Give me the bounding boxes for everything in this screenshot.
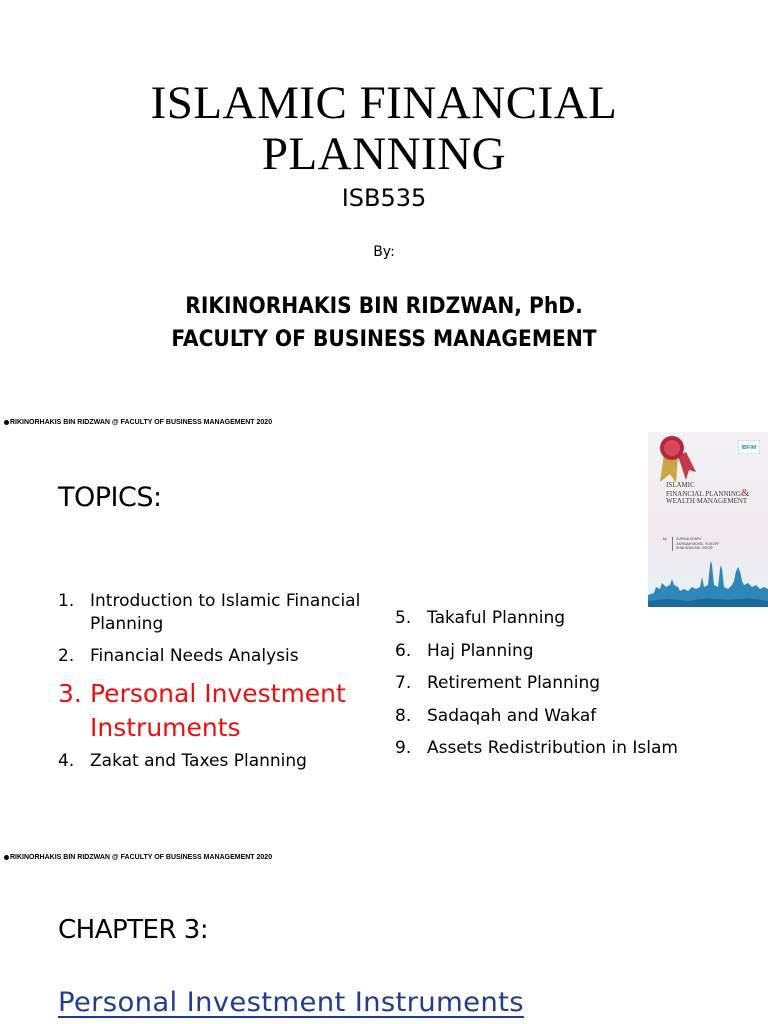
topic-text: Zakat and Taxes Planning — [90, 751, 307, 771]
topic-item — [395, 607, 755, 630]
book-title-line-2: FINANCIAL PLANNING& — [666, 486, 750, 499]
chapter-topic-link[interactable]: Personal Investment Instruments — [58, 987, 524, 1018]
topic-number: 7. — [395, 673, 412, 693]
bullet-icon — [4, 855, 9, 860]
copyright-text: RIKINORHAKIS BIN RIDZWAN @ FACULTY OF BUSINESS MANAGEMENT 2020 — [10, 419, 273, 426]
copyright-note — [4, 419, 272, 426]
topic-item — [395, 640, 755, 663]
ribbon-seal-icon — [656, 434, 696, 484]
topic-item — [58, 645, 368, 668]
logo-text: IBFIM — [741, 445, 757, 451]
book-title-line-3: WEALTH MANAGEMENT — [666, 497, 748, 505]
topic-item — [395, 737, 755, 760]
topic-text: Financial Needs Analysis — [90, 646, 299, 666]
copyright-text: RIKINORHAKIS BIN RIDZWAN @ FACULTY OF BUSINESS MANAGEMENT 2020 — [10, 854, 273, 861]
topic-item — [58, 750, 368, 773]
topics-list-right — [395, 607, 755, 770]
topic-number: 6. — [395, 640, 412, 661]
author-block — [31, 290, 738, 356]
author-name: RIKINORHAKIS BIN RIDZWAN, PhD. — [185, 294, 583, 319]
topics-list-left — [58, 590, 368, 782]
city-skyline-illustration — [648, 557, 768, 607]
chapter-heading: CHAPTER 3: — [58, 915, 209, 945]
book-title — [666, 482, 766, 506]
main-title — [0, 78, 768, 180]
book-author-3: SHAHIZAN MD. NOOR — [676, 546, 713, 550]
course-code: ISB535 — [341, 184, 427, 212]
topic-number: 2. — [58, 646, 75, 666]
topic-number: 8. — [395, 705, 412, 726]
topic-text: Haj Planning — [427, 640, 534, 661]
by-label: By: — [373, 244, 395, 260]
book-authors — [663, 537, 766, 551]
topic-text: Assets Redistribution in Islam — [427, 738, 678, 758]
title-slide — [0, 0, 768, 412]
topics-slide — [0, 412, 768, 847]
title-line-1: ISLAMIC FINANCIAL — [150, 77, 618, 129]
publisher-logo — [738, 440, 760, 454]
chapter-slide — [0, 847, 768, 1024]
book-by-label: by — [663, 537, 667, 541]
topic-item — [58, 590, 368, 636]
topic-item — [58, 677, 368, 745]
book-title-line-1: ISLAMIC — [666, 481, 695, 489]
book-author-1: ZURINA SHAFII — [676, 537, 702, 541]
book-author-2: ZARINAH MOHD. YUSOFF — [676, 541, 720, 546]
topic-text: Retirement Planning — [427, 673, 601, 693]
topic-number: 9. — [395, 738, 412, 758]
bullet-icon — [4, 420, 9, 425]
topic-text: Introduction to Islamic Financial Planning — [90, 591, 361, 634]
title-line-2: PLANNING — [261, 128, 507, 180]
topic-item — [395, 672, 755, 695]
topic-number: 3. — [58, 679, 82, 708]
topic-number: 5. — [395, 608, 412, 628]
topic-number: 1. — [58, 591, 75, 611]
book-cover-image — [648, 432, 768, 607]
faculty-name: FACULTY OF BUSINESS MANAGEMENT — [171, 327, 597, 352]
topic-item — [395, 705, 755, 728]
topic-number: 4. — [58, 751, 75, 771]
topic-text: Sadaqah and Wakaf — [427, 705, 597, 726]
topic-text: Takaful Planning — [427, 608, 566, 628]
topics-heading: TOPICS: — [58, 482, 162, 513]
copyright-note — [4, 854, 272, 861]
topic-text: Personal Investment Instruments — [90, 679, 346, 742]
